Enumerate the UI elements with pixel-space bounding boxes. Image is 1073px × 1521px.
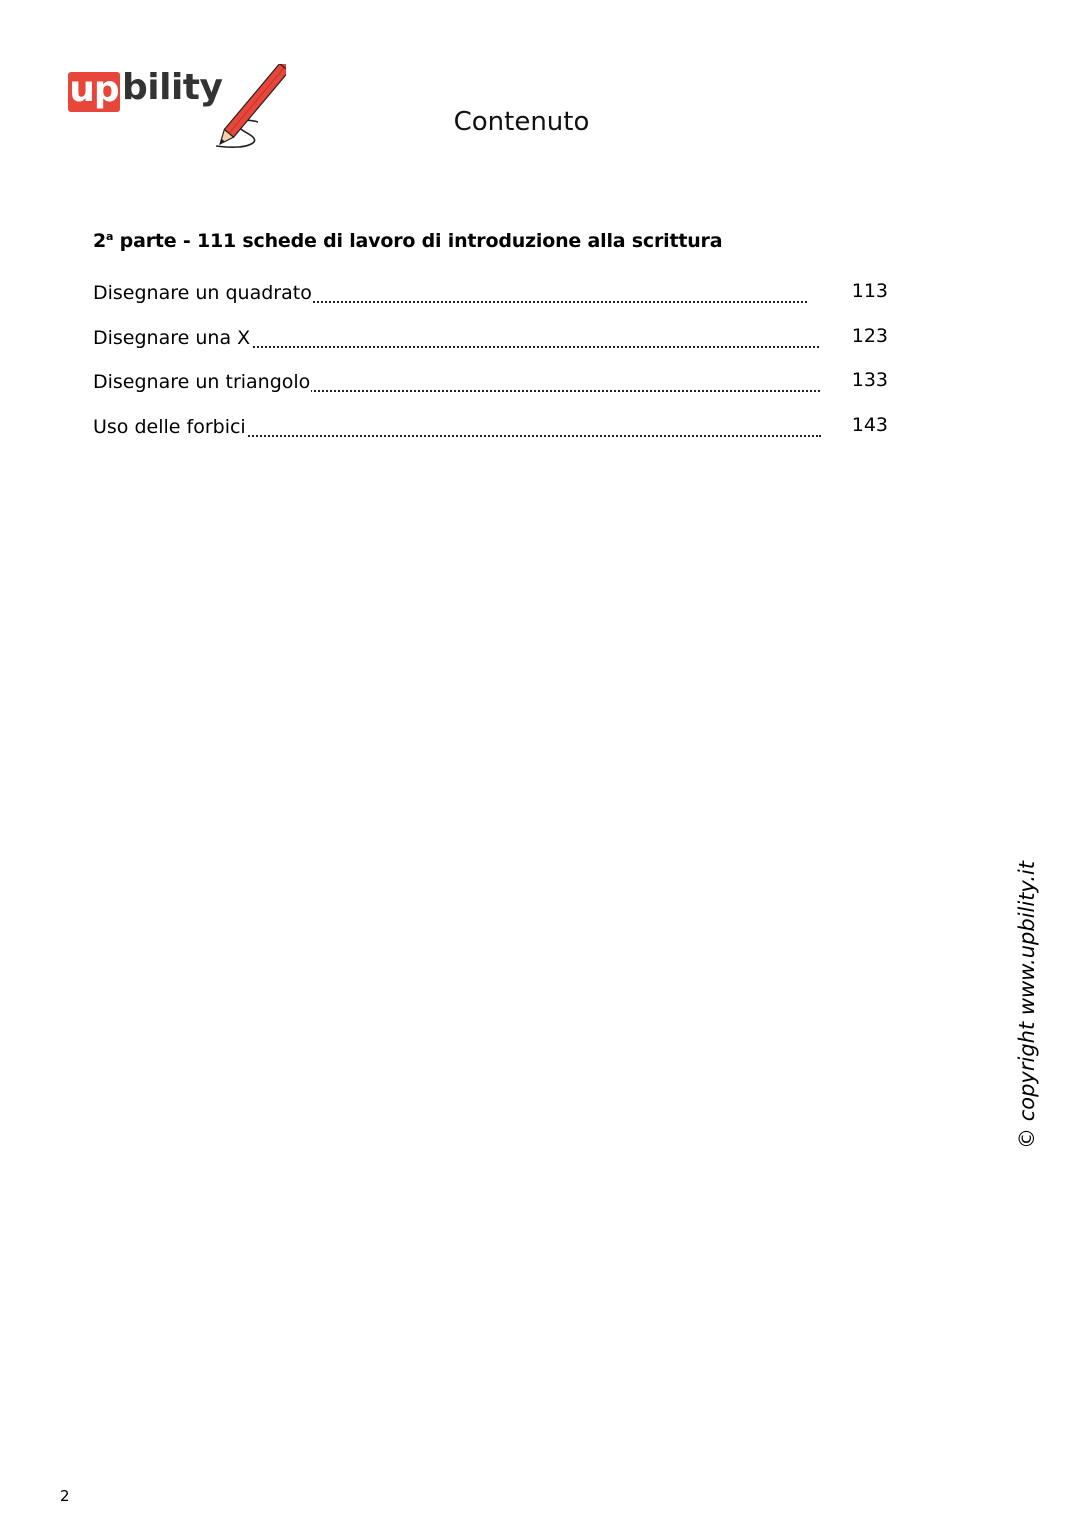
toc-entry-label: Uso delle forbici [93, 412, 247, 442]
toc-entry[interactable] [93, 276, 893, 321]
page-title: Contenuto [453, 107, 590, 137]
logo-bility-text: bility [122, 67, 223, 108]
toc-entry[interactable] [93, 410, 893, 455]
toc-entry-label: Disegnare un triangolo [93, 367, 311, 397]
toc-entry-label: Disegnare un quadrato [93, 278, 313, 308]
section-heading [93, 228, 722, 254]
logo-up-text: up [69, 69, 119, 110]
section-heading-text: parte - 111 schede di lavoro di introduzione alla scrittura [113, 230, 723, 252]
toc-entry-label: Disegnare una X [93, 323, 251, 353]
section-number: 2 [93, 230, 107, 252]
toc-entry-page: 113 [851, 280, 888, 302]
toc-entry[interactable] [93, 365, 893, 410]
copyright-notice: © copyright www.upbility.it [1015, 861, 1039, 1149]
page-number: 2 [60, 1487, 70, 1505]
table-of-contents [93, 276, 893, 454]
section-ordinal: a [106, 230, 114, 243]
toc-entry-page: 143 [851, 413, 888, 436]
toc-entry-page: 133 [851, 369, 888, 391]
toc-entry[interactable] [93, 321, 893, 366]
toc-entry-page: 123 [851, 324, 888, 347]
